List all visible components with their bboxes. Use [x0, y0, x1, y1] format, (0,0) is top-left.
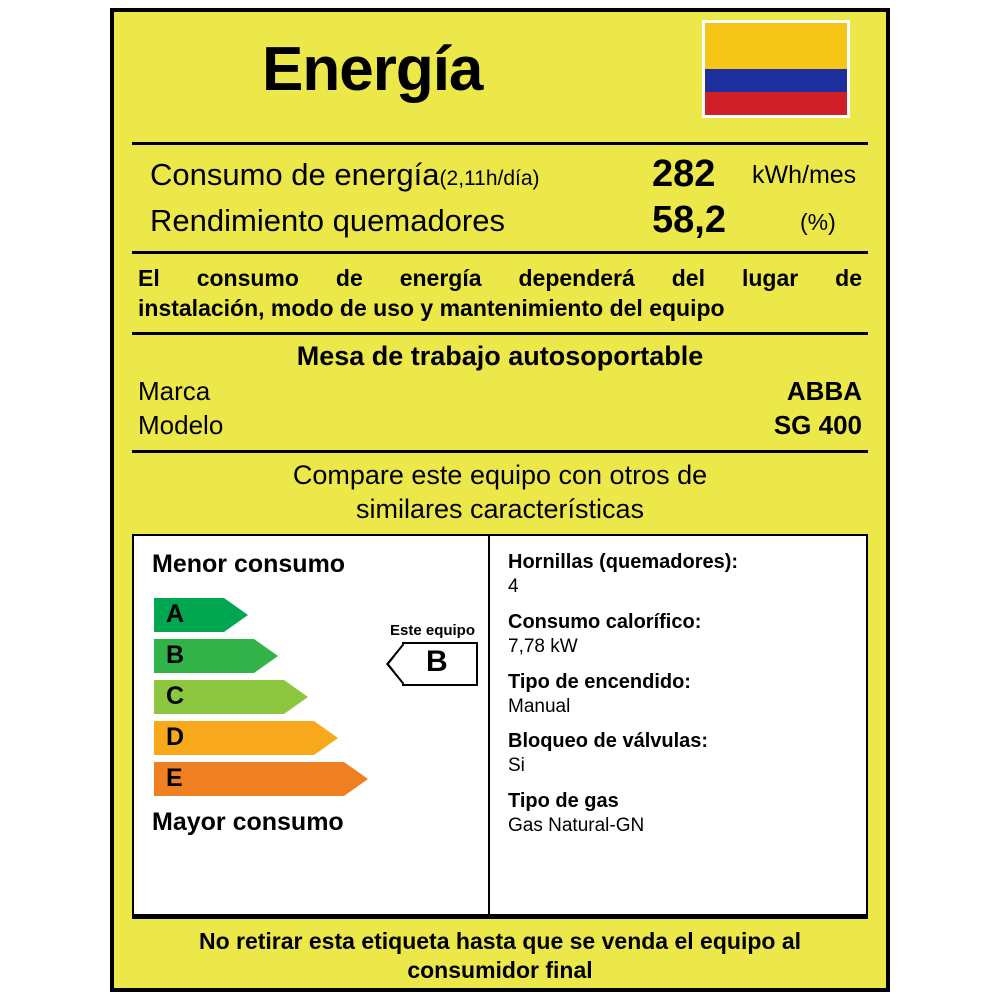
- spec-key: Tipo de gas: [508, 790, 619, 813]
- footer-note: [132, 916, 868, 985]
- product-section: [132, 335, 868, 453]
- panel-divider: [488, 536, 490, 914]
- model-row: [132, 410, 868, 444]
- energy-consumption-row: [132, 153, 868, 199]
- spec-item: [508, 670, 888, 720]
- current-class-letter: B: [426, 645, 448, 679]
- spec-value: 7,78 kW: [508, 635, 578, 657]
- spec-value: Gas Natural-GN: [508, 815, 645, 837]
- efficiency-class-letter: C: [166, 682, 185, 711]
- efficiency-bar-tip: [314, 721, 338, 755]
- spec-value: 4: [508, 576, 519, 598]
- flag-band-red: [705, 92, 847, 115]
- energy-label-card: [110, 8, 890, 992]
- efficiency-class-letter: B: [166, 641, 185, 670]
- current-class-pointer-inner: [389, 645, 404, 683]
- efficiency-bar-tip: [224, 598, 248, 632]
- footer-line-2: consumidor final: [407, 957, 593, 984]
- spec-item: [508, 610, 888, 660]
- efficiency-bar-tip: [284, 680, 308, 714]
- flag-band-blue: [705, 69, 847, 92]
- spec-value: Si: [508, 755, 525, 777]
- lower-consumption-label: Menor consumo: [152, 550, 346, 579]
- product-type: Mesa de trabajo autosoportable: [296, 340, 704, 371]
- spec-item: [508, 789, 888, 839]
- flag-band-yellow: [705, 23, 847, 69]
- energy-consumption-unit: kWh/mes: [752, 161, 857, 189]
- efficiency-class-letter: D: [166, 723, 185, 752]
- energy-consumption-label: [150, 157, 540, 193]
- spec-item: [508, 550, 888, 600]
- brand-row: [132, 376, 868, 410]
- burner-efficiency-value: 58,2: [652, 199, 726, 241]
- spec-key: Bloqueo de válvulas:: [508, 730, 709, 753]
- efficiency-class-letter: E: [166, 764, 183, 793]
- compare-note: [132, 453, 868, 535]
- burner-efficiency-unit: (%): [800, 209, 836, 235]
- spec-key: Consumo calorífico:: [508, 610, 702, 633]
- burner-efficiency-row: [132, 199, 868, 245]
- energy-consumption-label-text: Consumo de energía: [150, 157, 440, 192]
- this-equipment-label: Este equipo: [390, 622, 476, 640]
- disclaimer-line-2: instalación, modo de uso y mantenimiento del equipo: [138, 294, 725, 321]
- compare-line-1: Compare este equipo con otros de: [292, 459, 708, 490]
- spec-item: [508, 729, 888, 779]
- efficiency-class-letter: A: [166, 600, 185, 629]
- colombia-flag-icon: [702, 20, 850, 118]
- disclaimer-line-1: El consumo de energía dependerá del lugar de: [138, 265, 862, 291]
- spec-value: Manual: [508, 695, 571, 717]
- efficiency-panel: [132, 534, 868, 916]
- efficiency-bar-tip: [344, 762, 368, 796]
- energy-consumption-sublabel: (2,11h/día): [439, 167, 540, 190]
- disclaimer-note: [132, 254, 868, 335]
- label-header: [132, 12, 868, 145]
- model-key: Modelo: [138, 409, 224, 440]
- spec-key: Hornillas (quemadores):: [508, 551, 739, 574]
- higher-consumption-label: Mayor consumo: [152, 808, 344, 837]
- current-class-badge: [386, 642, 478, 686]
- consumption-section: [132, 145, 868, 254]
- footer-line-1: No retirar esta etiqueta hasta que se venda el equipo al: [198, 928, 802, 955]
- efficiency-bar-tip: [254, 639, 278, 673]
- energy-consumption-value: 282: [652, 153, 716, 195]
- specs-list: [508, 550, 888, 848]
- spec-key: Tipo de encendido:: [508, 670, 691, 693]
- brand-value: ABBA: [786, 375, 862, 406]
- compare-line-2: similares características: [355, 493, 645, 524]
- model-value: SG 400: [773, 409, 862, 440]
- page-title: Energía: [262, 35, 483, 104]
- burner-efficiency-label: Rendimiento quemadores: [150, 203, 505, 238]
- efficiency-bar: [154, 598, 224, 632]
- brand-key: Marca: [138, 375, 211, 406]
